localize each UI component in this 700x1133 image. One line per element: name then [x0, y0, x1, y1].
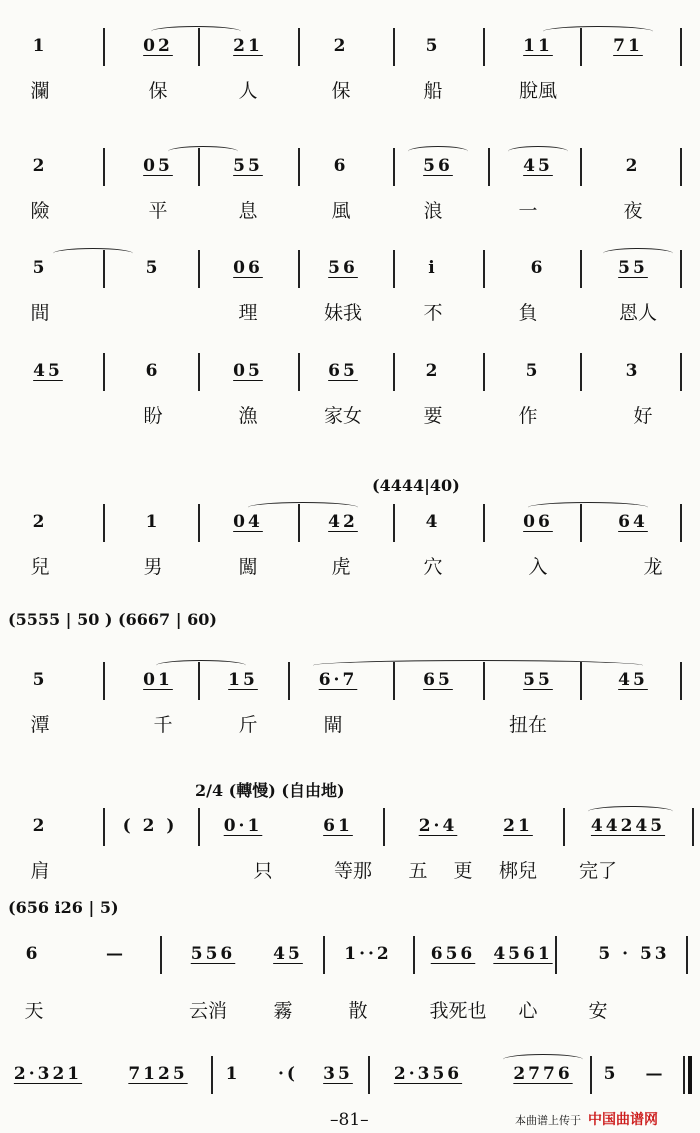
upload-note: 本曲谱上传于: [515, 1114, 581, 1127]
lyric: 漁: [238, 405, 258, 427]
note: 1··2: [344, 944, 392, 964]
note: 45: [618, 670, 648, 690]
bar-line: [483, 353, 485, 391]
lyric: 風: [331, 200, 351, 222]
bar-line: [393, 662, 395, 700]
site-logo: 中国曲谱网: [588, 1112, 658, 1128]
lyric: 盼: [143, 405, 163, 427]
note: 7125: [128, 1064, 188, 1084]
lyric: 家女: [323, 405, 362, 427]
lyric: 我死也: [429, 1000, 487, 1022]
bar-line: [563, 808, 565, 846]
page-footer: [0, 1106, 700, 1133]
score-system: [0, 232, 700, 344]
bar-line: [288, 662, 290, 700]
bar-line: [103, 662, 105, 700]
lyric: 人: [238, 80, 258, 102]
lyric: 龙: [643, 556, 663, 578]
lyric: 船: [423, 80, 443, 102]
note: 1: [145, 512, 161, 532]
note: 71: [613, 36, 643, 56]
note: 21: [233, 36, 263, 56]
lyric: 安: [588, 1000, 608, 1022]
bar-line: [383, 808, 385, 846]
lyric: 潭: [30, 714, 50, 736]
lyric: 五: [408, 860, 428, 882]
bar-line: [103, 808, 105, 846]
score-system: [0, 610, 700, 736]
note: 02: [143, 36, 173, 56]
lyric: 扭在: [508, 714, 547, 736]
note: 5 · 53: [598, 944, 670, 964]
note: 65: [328, 361, 358, 381]
bar-line: [680, 28, 682, 66]
lyric: 梆兒: [498, 860, 537, 882]
note: 1: [225, 1064, 241, 1084]
bar-line: [580, 28, 582, 66]
lyric: 夜: [623, 200, 643, 222]
bar-line: [298, 353, 300, 391]
bar-line: [393, 353, 395, 391]
note: 3: [625, 361, 641, 381]
bar-line: [680, 353, 682, 391]
lyrics-row: [8, 706, 692, 736]
lyric: 云消: [188, 1000, 227, 1022]
lyric: 闖: [238, 556, 258, 578]
note: 6: [530, 258, 546, 278]
note: 56: [328, 258, 358, 278]
score-system: [0, 130, 700, 242]
lyric: 男: [143, 556, 163, 578]
score-system: [0, 898, 700, 1022]
note: 44245: [590, 816, 666, 836]
lyrics-row: [8, 992, 692, 1022]
lyric: 險: [30, 200, 50, 222]
note: 05: [233, 361, 263, 381]
instrumental-interlude: (4444|40): [372, 476, 460, 495]
lyric: 浪: [423, 200, 443, 222]
bar-line: [483, 28, 485, 66]
note: 04: [233, 512, 263, 532]
note: ( 2 ): [122, 816, 178, 836]
bar-line: [103, 250, 105, 288]
note: 2: [425, 361, 441, 381]
bar-line: [580, 250, 582, 288]
note: 0·1: [223, 816, 263, 836]
score-system: [0, 478, 700, 590]
slur: [53, 248, 133, 259]
bar-line: [683, 1056, 685, 1094]
note: 05: [143, 156, 173, 176]
lyric: 理: [238, 302, 258, 324]
bar-line: [686, 936, 688, 974]
score-system: [0, 778, 700, 890]
bar-line: [198, 662, 200, 700]
lyric: 千: [153, 714, 173, 736]
bar-line: [103, 504, 105, 542]
lyric: 平: [148, 200, 168, 222]
bar-line: [692, 808, 694, 846]
bar-line: [580, 662, 582, 700]
bar-line: [160, 936, 162, 974]
note: 65: [423, 670, 453, 690]
bar-line: [393, 148, 395, 186]
note: —: [106, 944, 126, 964]
page-number: –81–: [330, 1110, 369, 1130]
note: 55: [618, 258, 648, 278]
lyric: 要: [423, 405, 443, 427]
score-system: [0, 1038, 700, 1098]
note: 1: [32, 36, 48, 56]
note: 2: [32, 156, 48, 176]
bar-line: [368, 1056, 370, 1094]
notation-row: [8, 1056, 692, 1090]
lyric: 散: [348, 1000, 368, 1022]
bar-line: [103, 353, 105, 391]
note: 11: [523, 36, 553, 56]
lyrics-row: [8, 548, 692, 578]
note: 5: [32, 670, 48, 690]
note: i: [428, 258, 438, 278]
note: 45: [273, 944, 303, 964]
bar-line: [483, 662, 485, 700]
note: 55: [523, 670, 553, 690]
lyrics-row: [8, 294, 692, 324]
score-system: [0, 335, 700, 447]
lyric: 作: [518, 405, 538, 427]
notation-row: [8, 353, 692, 387]
notation-row: [8, 504, 692, 538]
notation-row: [8, 936, 692, 970]
lyrics-row: [8, 192, 692, 222]
bar-line: [393, 250, 395, 288]
bar-line: [555, 936, 557, 974]
instrumental-interlude: (5555 | 50 ) (6667 | 60): [8, 610, 217, 629]
bar-line: [393, 504, 395, 542]
note: 06: [233, 258, 263, 278]
note: ·(: [278, 1064, 298, 1084]
score-system: [0, 10, 700, 122]
lyric: 保: [148, 80, 168, 102]
note: 2: [32, 512, 48, 532]
bar-line: [298, 28, 300, 66]
note: 56: [423, 156, 453, 176]
lyric: 不: [423, 302, 443, 324]
note: 4: [425, 512, 441, 532]
bar-line: [680, 148, 682, 186]
bar-line: [393, 28, 395, 66]
lyric: 心: [518, 1000, 538, 1022]
instrumental-interlude: (656 i26 | 5): [8, 898, 119, 917]
note: 5: [525, 361, 541, 381]
note: 6: [145, 361, 161, 381]
note: 5: [145, 258, 161, 278]
bar-line: [103, 148, 105, 186]
note: 42: [328, 512, 358, 532]
bar-line: [483, 504, 485, 542]
bar-line: [298, 148, 300, 186]
note: —: [645, 1064, 666, 1084]
bar-line: [680, 662, 682, 700]
note: 6: [333, 156, 349, 176]
bar-line: [580, 148, 582, 186]
note: 2·356: [393, 1064, 463, 1084]
bar-line: [580, 353, 582, 391]
note: 2776: [513, 1064, 573, 1084]
bar-line: [483, 250, 485, 288]
lyrics-row: [8, 397, 692, 427]
bar-line: [198, 250, 200, 288]
lyric: 保: [331, 80, 351, 102]
note: 2·4: [418, 816, 458, 836]
lyric: 兒: [30, 556, 50, 578]
lyric: 霧: [273, 1000, 293, 1022]
lyric: 虎: [331, 556, 351, 578]
bar-line: [198, 28, 200, 66]
lyric: 穴: [423, 556, 443, 578]
final-bar-line: [688, 1056, 692, 1094]
note: 06: [523, 512, 553, 532]
notation-row: [8, 28, 692, 62]
bar-line: [413, 936, 415, 974]
notation-row: [8, 808, 692, 842]
bar-line: [488, 148, 490, 186]
bar-line: [680, 250, 682, 288]
lyric: 等那: [333, 860, 372, 882]
note: 6: [25, 944, 41, 964]
lyric: 瀾: [30, 80, 50, 102]
lyric: 肩: [30, 860, 50, 882]
note: 5: [425, 36, 441, 56]
bar-line: [580, 504, 582, 542]
note: 556: [190, 944, 236, 964]
bar-line: [198, 148, 200, 186]
lyric: 完了: [578, 860, 617, 882]
note: 2·321: [13, 1064, 83, 1084]
bar-line: [680, 504, 682, 542]
note: 2: [625, 156, 641, 176]
note: 35: [323, 1064, 353, 1084]
note: 5: [32, 258, 48, 278]
note: 5: [603, 1064, 619, 1084]
lyric: 間: [30, 302, 50, 324]
note: 61: [323, 816, 353, 836]
lyric: 脫風: [518, 80, 557, 102]
bar-line: [323, 936, 325, 974]
lyric: 斤: [238, 714, 258, 736]
lyrics-row: [8, 852, 692, 882]
note: 2: [333, 36, 349, 56]
lyric: 更: [453, 860, 473, 882]
lyric: 只: [253, 860, 273, 882]
lyric: 妹我: [323, 302, 362, 324]
lyrics-row: [8, 72, 692, 102]
note: 2: [32, 816, 48, 836]
lyric: 天: [24, 1000, 44, 1022]
bar-line: [298, 504, 300, 542]
note: 01: [143, 670, 173, 690]
bar-line: [103, 28, 105, 66]
lyric: 閘: [323, 714, 343, 736]
note: 15: [228, 670, 258, 690]
notation-row: [8, 250, 692, 284]
note: 6·7: [318, 670, 358, 690]
notation-row: [8, 148, 692, 182]
lyric: 負: [518, 302, 538, 324]
lyric: 息: [238, 200, 258, 222]
note: 4561: [493, 944, 553, 964]
note: 45: [33, 361, 63, 381]
lyric: 一: [518, 200, 538, 222]
bar-line: [211, 1056, 213, 1094]
bar-line: [198, 808, 200, 846]
notation-row: [8, 662, 692, 696]
tempo-marking: 2/4 (轉慢) (自由地): [195, 781, 345, 800]
lyric: 入: [528, 556, 548, 578]
bar-line: [198, 353, 200, 391]
lyric: 恩人: [618, 302, 657, 324]
bar-line: [298, 250, 300, 288]
lyric: 好: [633, 405, 653, 427]
note: 55: [233, 156, 263, 176]
note: 21: [503, 816, 533, 836]
note: 45: [523, 156, 553, 176]
note: 64: [618, 512, 648, 532]
bar-line: [590, 1056, 592, 1094]
note: 656: [430, 944, 476, 964]
bar-line: [198, 504, 200, 542]
